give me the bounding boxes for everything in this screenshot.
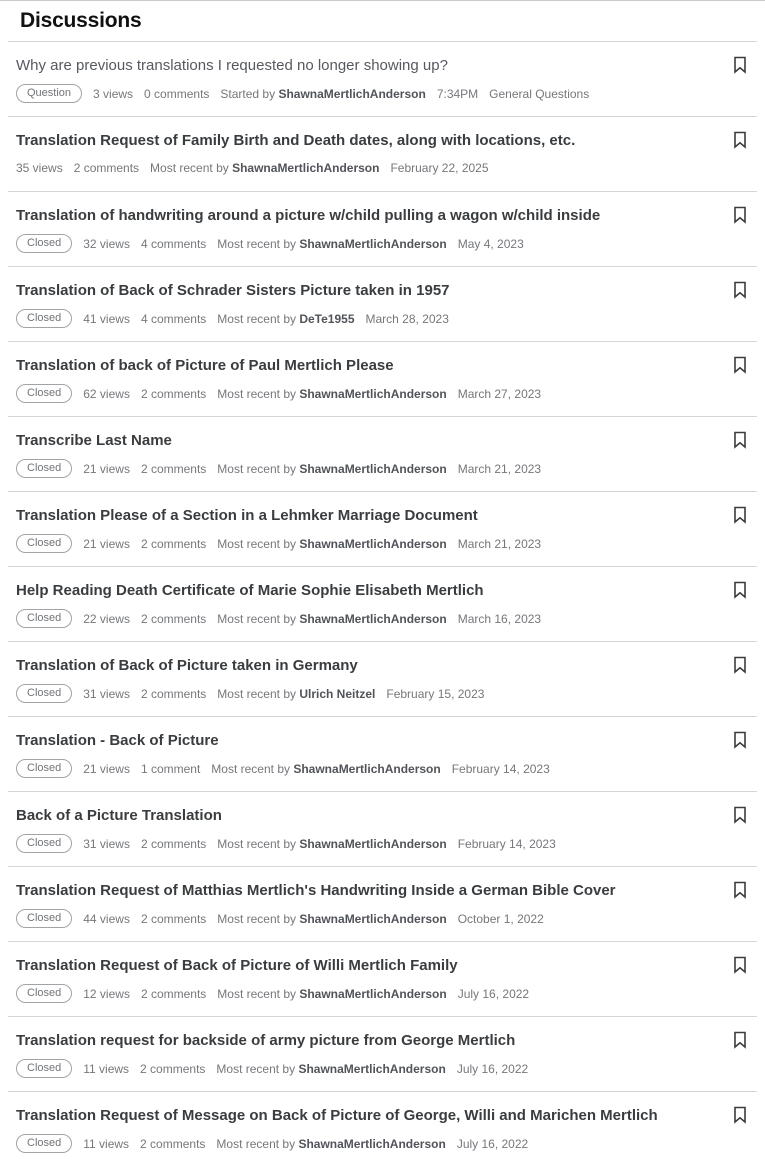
user-link[interactable]: Ulrich Neitzel bbox=[299, 686, 376, 701]
bookmark-button[interactable] bbox=[733, 55, 751, 75]
bookmark-icon bbox=[733, 281, 751, 299]
bookmark-icon bbox=[733, 356, 751, 374]
comment-count: 2 comments bbox=[73, 161, 140, 175]
last-post-info bbox=[217, 685, 375, 703]
user-link[interactable]: ShawnaMertlichAnderson bbox=[298, 1136, 446, 1151]
last-post-info bbox=[217, 535, 446, 553]
comment-count: 2 comments bbox=[140, 1136, 206, 1151]
last-post-date: July 16, 2022 bbox=[457, 986, 530, 1001]
status-badge: Closed bbox=[16, 384, 72, 403]
user-link[interactable]: ShawnaMertlichAnderson bbox=[299, 536, 447, 551]
last-post-date: July 16, 2022 bbox=[456, 1136, 529, 1151]
bookmark-icon bbox=[733, 581, 751, 599]
user-link[interactable]: ShawnaMertlichAnderson bbox=[232, 161, 380, 175]
by-label: Most recent by bbox=[217, 536, 296, 551]
by-label: Most recent by bbox=[217, 236, 296, 251]
last-post-date: February 14, 2023 bbox=[451, 761, 550, 776]
discussion-item bbox=[0, 642, 765, 717]
comment-count: 0 comments bbox=[144, 86, 210, 101]
bookmark-icon bbox=[733, 806, 751, 824]
discussion-meta bbox=[16, 384, 749, 403]
view-count: 22 views bbox=[83, 611, 130, 626]
discussion-title-link[interactable]: Help Reading Death Certificate of Marie Sophie Elisabeth Mertlich bbox=[16, 582, 484, 599]
last-post-info bbox=[217, 910, 446, 928]
comment-count: 2 comments bbox=[140, 686, 207, 701]
status-badge: Closed bbox=[16, 684, 72, 703]
by-label: Most recent by bbox=[217, 911, 296, 926]
discussion-meta bbox=[16, 84, 749, 103]
discussion-meta bbox=[16, 759, 749, 778]
last-post-info bbox=[217, 985, 446, 1003]
user-link[interactable]: ShawnaMertlichAnderson bbox=[299, 836, 447, 851]
user-link[interactable]: ShawnaMertlichAnderson bbox=[299, 236, 447, 251]
view-count: 31 views bbox=[83, 836, 130, 851]
discussion-meta bbox=[16, 234, 749, 253]
by-label: Most recent by bbox=[217, 986, 296, 1001]
comment-count: 2 comments bbox=[140, 536, 207, 551]
bookmark-icon bbox=[733, 656, 751, 674]
view-count: 44 views bbox=[83, 911, 130, 926]
discussion-item bbox=[0, 867, 765, 942]
last-post-info bbox=[217, 385, 446, 403]
bookmark-icon bbox=[733, 131, 751, 149]
comment-count: 4 comments bbox=[140, 311, 207, 326]
discussion-title-link[interactable]: Why are previous translations I requested no longer showing up? bbox=[16, 57, 448, 74]
bookmark-button[interactable] bbox=[733, 880, 751, 900]
bookmark-button[interactable] bbox=[733, 955, 751, 975]
category-link[interactable]: General Questions bbox=[489, 86, 590, 101]
by-label: Most recent by bbox=[216, 1136, 296, 1151]
bookmark-icon bbox=[733, 1031, 751, 1049]
discussion-item bbox=[0, 117, 765, 192]
bookmark-icon bbox=[733, 956, 751, 974]
last-post-date: March 27, 2023 bbox=[457, 386, 542, 401]
discussion-title-link[interactable]: Back of a Picture Translation bbox=[16, 807, 222, 824]
comment-count: 4 comments bbox=[140, 236, 207, 251]
user-link[interactable]: ShawnaMertlichAnderson bbox=[299, 911, 447, 926]
discussion-title-link[interactable]: Translation request for backside of army picture from George Mertlich bbox=[16, 1032, 516, 1049]
discussion-item bbox=[0, 492, 765, 567]
discussion-title-link[interactable]: Translation Please of a Section in a Lehmker Marriage Document bbox=[16, 507, 478, 524]
last-post-date: March 16, 2023 bbox=[457, 611, 542, 626]
discussion-list bbox=[0, 42, 765, 1161]
by-label: Most recent by bbox=[217, 386, 296, 401]
discussion-title-link[interactable]: Translation Request of Matthias Mertlich's Handwriting Inside a German Bible Cover bbox=[16, 882, 616, 899]
discussion-item bbox=[0, 192, 765, 267]
discussion-meta bbox=[16, 984, 749, 1003]
discussion-item bbox=[0, 567, 765, 642]
discussion-meta bbox=[16, 834, 749, 853]
user-link[interactable]: ShawnaMertlichAnderson bbox=[299, 611, 447, 626]
bookmark-button[interactable] bbox=[733, 580, 751, 600]
discussion-meta bbox=[16, 609, 749, 628]
bookmark-icon bbox=[733, 206, 751, 224]
page-header bbox=[0, 1, 765, 42]
discussion-item bbox=[0, 42, 765, 117]
last-post-date: March 21, 2023 bbox=[457, 461, 542, 476]
status-badge: Closed bbox=[16, 834, 72, 853]
by-label: Most recent by bbox=[217, 311, 296, 326]
view-count: 31 views bbox=[83, 686, 130, 701]
view-count: 32 views bbox=[83, 236, 130, 251]
discussion-meta bbox=[16, 159, 749, 177]
by-label: Started by bbox=[220, 86, 276, 101]
discussion-item bbox=[0, 1017, 765, 1092]
comment-count: 2 comments bbox=[140, 986, 207, 1001]
status-badge: Closed bbox=[16, 1059, 72, 1078]
last-post-date: October 1, 2022 bbox=[457, 911, 544, 926]
last-post-info bbox=[216, 1135, 445, 1153]
view-count: 12 views bbox=[83, 986, 130, 1001]
last-post-info bbox=[220, 85, 425, 103]
last-post-info bbox=[217, 235, 446, 253]
bookmark-icon bbox=[733, 56, 751, 74]
status-badge: Closed bbox=[16, 459, 72, 478]
comment-count: 2 comments bbox=[140, 911, 207, 926]
user-link[interactable]: ShawnaMertlichAnderson bbox=[299, 986, 447, 1001]
status-badge: Closed bbox=[16, 909, 72, 928]
status-badge: Closed bbox=[16, 984, 72, 1003]
last-post-date: May 4, 2023 bbox=[457, 236, 524, 251]
user-link[interactable]: ShawnaMertlichAnderson bbox=[299, 386, 447, 401]
comment-count: 2 comments bbox=[140, 1061, 206, 1076]
discussion-title-link[interactable]: Translation Request of Message on Back of Picture of George, Willi and Marichen Mertlich bbox=[16, 1107, 658, 1124]
status-badge: Question bbox=[16, 84, 82, 103]
page-title: Discussions bbox=[20, 9, 142, 32]
discussion-title-link[interactable]: Transcribe Last Name bbox=[16, 432, 172, 449]
discussion-title-link[interactable]: Translation - Back of Picture bbox=[16, 732, 219, 749]
discussion-meta bbox=[16, 1134, 749, 1153]
last-post-info bbox=[217, 610, 446, 628]
view-count: 11 views bbox=[83, 1061, 130, 1076]
bookmark-button[interactable] bbox=[733, 280, 751, 300]
view-count: 35 views bbox=[16, 161, 63, 175]
discussion-meta bbox=[16, 1059, 749, 1078]
discussion-meta bbox=[16, 309, 749, 328]
last-post-info bbox=[217, 310, 354, 328]
last-post-info bbox=[150, 159, 379, 177]
view-count: 3 views bbox=[93, 86, 134, 101]
discussion-title-link[interactable]: Translation of handwriting around a picture w/child pulling a wagon w/child inside bbox=[16, 207, 601, 224]
user-link[interactable]: ShawnaMertlichAnderson bbox=[278, 86, 426, 101]
bookmark-button[interactable] bbox=[733, 355, 751, 375]
discussion-title-link[interactable]: Translation Request of Back of Picture of Willi Mertlich Family bbox=[16, 957, 458, 974]
bookmark-button[interactable] bbox=[733, 805, 751, 825]
comment-count: 2 comments bbox=[140, 386, 207, 401]
discussion-item bbox=[0, 267, 765, 342]
view-count: 21 views bbox=[83, 461, 130, 476]
discussion-item bbox=[0, 417, 765, 492]
status-badge: Closed bbox=[16, 759, 72, 778]
last-post-date: July 16, 2022 bbox=[456, 1061, 529, 1076]
bookmark-button[interactable] bbox=[733, 730, 751, 750]
last-post-date: March 21, 2023 bbox=[457, 536, 542, 551]
discussion-title-link[interactable]: Translation Request of Family Birth and Death dates, along with locations, etc. bbox=[16, 132, 576, 149]
user-link[interactable]: ShawnaMertlichAnderson bbox=[299, 461, 447, 476]
last-post-info bbox=[217, 460, 446, 478]
discussion-title-link[interactable]: Translation of Back of Picture taken in Germany bbox=[16, 657, 358, 674]
view-count: 21 views bbox=[83, 536, 130, 551]
by-label: Most recent by bbox=[216, 1061, 296, 1076]
user-link[interactable]: ShawnaMertlichAnderson bbox=[298, 1061, 446, 1076]
discussion-meta bbox=[16, 909, 749, 928]
bookmark-button[interactable] bbox=[733, 655, 751, 675]
bookmark-icon bbox=[733, 1106, 751, 1124]
by-label: Most recent by bbox=[217, 836, 296, 851]
comment-count: 2 comments bbox=[140, 836, 207, 851]
bookmark-icon bbox=[733, 506, 751, 524]
discussion-meta bbox=[16, 684, 749, 703]
discussion-title-link[interactable]: Translation of Back of Schrader Sisters Picture taken in 1957 bbox=[16, 282, 450, 299]
comment-count: 2 comments bbox=[140, 461, 207, 476]
bookmark-button[interactable] bbox=[733, 1030, 751, 1050]
user-link[interactable]: ShawnaMertlichAnderson bbox=[293, 761, 441, 776]
bookmark-button[interactable] bbox=[733, 505, 751, 525]
discussion-meta bbox=[16, 459, 749, 478]
bookmark-button[interactable] bbox=[733, 430, 751, 450]
status-badge: Closed bbox=[16, 609, 72, 628]
status-badge: Closed bbox=[16, 309, 72, 328]
bookmark-icon bbox=[733, 431, 751, 449]
bookmark-button[interactable] bbox=[733, 1105, 751, 1125]
last-post-date: 7:34PM bbox=[436, 86, 479, 101]
discussion-item bbox=[0, 1092, 765, 1161]
comment-count: 1 comment bbox=[140, 761, 201, 776]
last-post-info bbox=[217, 835, 446, 853]
by-label: Most recent by bbox=[150, 161, 229, 175]
comment-count: 2 comments bbox=[140, 611, 207, 626]
view-count: 21 views bbox=[83, 761, 130, 776]
user-link[interactable]: DeTe1955 bbox=[299, 311, 355, 326]
view-count: 11 views bbox=[83, 1136, 130, 1151]
discussion-item bbox=[0, 342, 765, 417]
last-post-date: February 22, 2025 bbox=[390, 161, 489, 175]
discussion-item bbox=[0, 717, 765, 792]
last-post-info bbox=[216, 1060, 445, 1078]
by-label: Most recent by bbox=[211, 761, 290, 776]
bookmark-icon bbox=[733, 881, 751, 899]
view-count: 41 views bbox=[83, 311, 130, 326]
discussion-item bbox=[0, 792, 765, 867]
by-label: Most recent by bbox=[217, 611, 296, 626]
discussion-item bbox=[0, 942, 765, 1017]
last-post-date: February 15, 2023 bbox=[386, 686, 485, 701]
bookmark-button[interactable] bbox=[733, 130, 751, 150]
discussion-title-link[interactable]: Translation of back of Picture of Paul Mertlich Please bbox=[16, 357, 394, 374]
view-count: 62 views bbox=[83, 386, 130, 401]
status-badge: Closed bbox=[16, 534, 72, 553]
last-post-date: March 28, 2023 bbox=[365, 311, 449, 326]
by-label: Most recent by bbox=[217, 461, 296, 476]
status-badge: Closed bbox=[16, 1134, 72, 1153]
last-post-date: February 14, 2023 bbox=[457, 836, 556, 851]
by-label: Most recent by bbox=[217, 686, 296, 701]
bookmark-icon bbox=[733, 731, 751, 749]
bookmark-button[interactable] bbox=[733, 205, 751, 225]
status-badge: Closed bbox=[16, 234, 72, 253]
discussion-meta bbox=[16, 534, 749, 553]
last-post-info bbox=[211, 760, 440, 778]
